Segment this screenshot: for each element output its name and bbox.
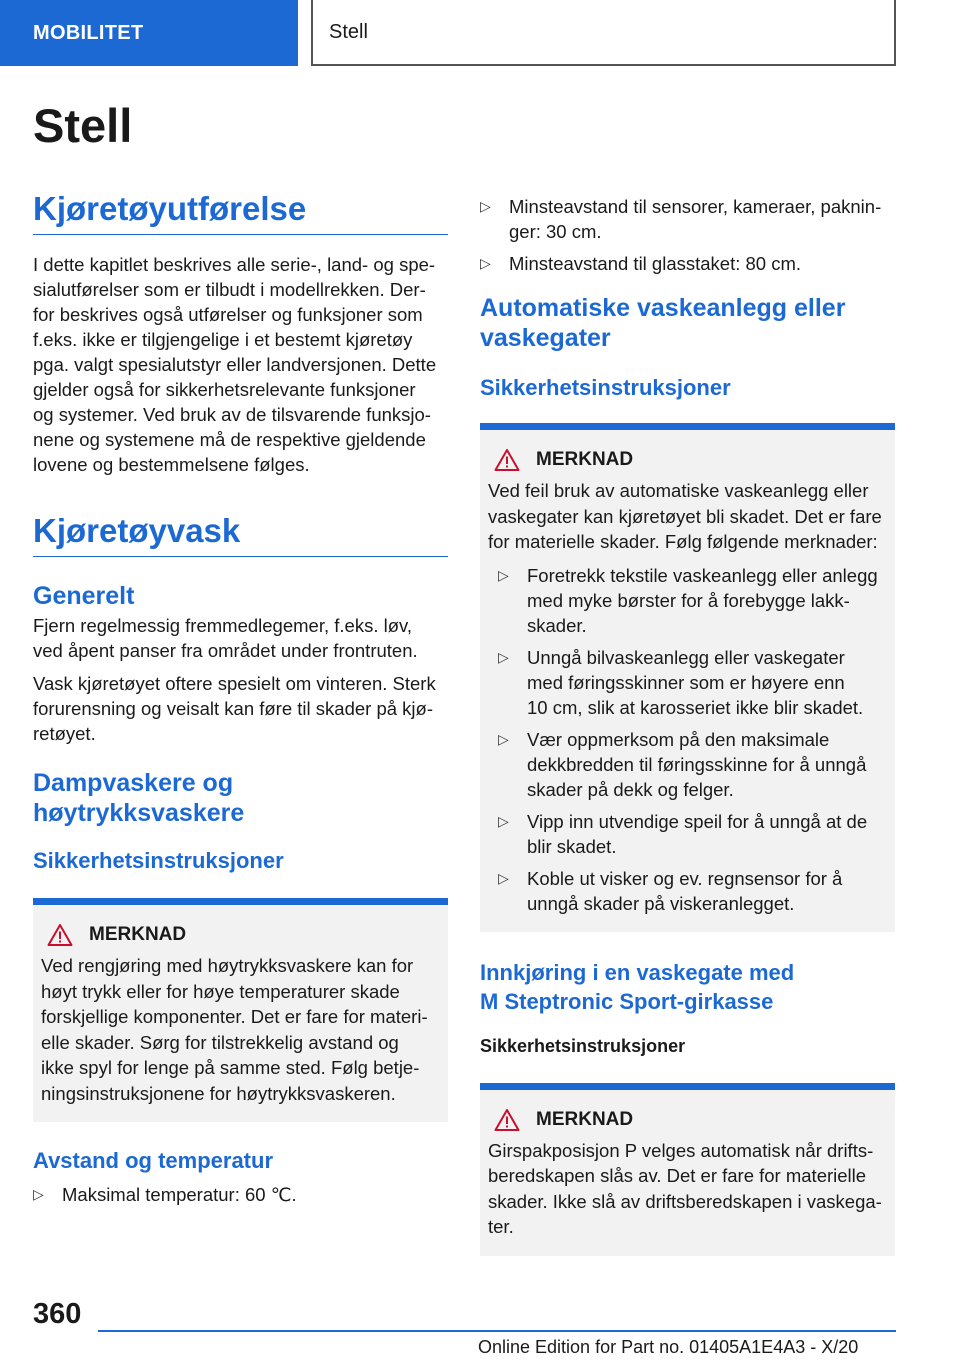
- bullet-triangle-icon: ▷: [33, 1186, 44, 1202]
- list-item: ▷ Foretrekk tekstile vaskeanlegg eller anlegg med myke børster for å forebygge lakk- skader.: [498, 564, 878, 636]
- vehicle-equipment-text: I dette kapitlet beskrives alle serie-, land- og spe- sialutførelser som er tilbudt i modellrekken. Der- for beskrives også utførelser og funksjoner som f.eks. ikke er tilgjengelige i et bestemt kjøretøy pga. valgt spesialutstyr eller landversjonen. Dette gjelder også for sikkerhetsrelevante funksjoner og systemer. Ved bruk av de tilsvarende funksjo- nene og systemene må de respektive gjeldende lovene og bestemmelsene følges.: [33, 254, 437, 475]
- heading-automatic-car-wash: Automatiske vaskeanlegg eller vaskegater: [480, 294, 846, 352]
- list-item: ▷ Koble ut visker og ev. regnsensor for å unngå skader på viskeranlegget.: [498, 867, 843, 914]
- notice-text: Ved rengjøring med høytrykksvaskere kan for høyt trykk eller for høye temperaturer skade forskjellige komponenter. Det er fare for materi- elle skader. Sørg for tilstrekkelig avstand og ikke spyl for lenge på samme sted. Følg betje- ningsinstruksjonene for høytrykksvaskeren.: [41, 955, 428, 1104]
- notice-box-car-wash: [480, 423, 895, 932]
- bullet-triangle-icon: ▷: [480, 255, 491, 271]
- heading-safety-instructions: Sikkerhetsinstruksjoner: [33, 848, 284, 873]
- notice-text: Girspakposisjon P velges automatisk når drifts- beredskapen slås av. Det er fare for materielle skader. Ikke slå av driftsberedskapen i vaskega- ter.: [488, 1139, 882, 1237]
- notice-list: [488, 563, 887, 916]
- page-number: 360: [33, 1298, 82, 1330]
- bullet-triangle-icon: ▷: [498, 812, 509, 829]
- heading-safety-instructions-small: Sikkerhetsinstruksjoner: [480, 1035, 686, 1056]
- heading-distance-temperature: Avstand og temperatur: [33, 1148, 274, 1173]
- heading-general: Generelt: [33, 582, 135, 610]
- notice-header: [488, 448, 887, 472]
- bullet-triangle-icon: ▷: [498, 730, 509, 747]
- list-item: ▷ Minsteavstand til glasstaket: 80 cm.: [480, 253, 802, 274]
- notice-box-high-pressure: [33, 898, 448, 1122]
- header-page-title-text: Stell: [329, 20, 368, 43]
- section-heading-vehicle-wash: Kjøretøyvask: [33, 512, 448, 557]
- heading-safety-instructions: Sikkerhetsinstruksjoner: [480, 375, 731, 400]
- notice-title: MERKNAD: [536, 449, 634, 470]
- heading-drive-in-car-wash: Innkjøring i en vaskegate med M Steptronic Sport-girkasse: [480, 959, 795, 1014]
- bullet-triangle-icon: ▷: [480, 198, 491, 214]
- notice-header: [488, 1108, 887, 1132]
- warning-triangle-icon: [494, 1108, 520, 1132]
- list-item: ▷ Vær oppmerksom på den maksimale dekkbredden til føringsskinne for å unngå skader på dekk og felger.: [498, 728, 867, 800]
- notice-title: MERKNAD: [89, 924, 187, 945]
- right-column: [480, 190, 895, 1256]
- distance-list: [33, 1182, 448, 1207]
- left-column: [33, 190, 448, 1214]
- notice-box-gear-park: [480, 1083, 895, 1256]
- warning-triangle-icon: [47, 923, 73, 947]
- footer-divider: [98, 1330, 896, 1332]
- header-page-title: [311, 0, 896, 66]
- footer-edition-text: Online Edition for Part no. 01405A1E4A3 - X/20: [478, 1337, 859, 1357]
- list-item: ▷ Minsteavstand til sensorer, kameraer, paknin- ger: 30 cm.: [480, 196, 882, 242]
- list-item: ▷ Unngå bilvaskeanlegg eller vaskegater med føringsskinner som er høyere enn 10 cm, slik at karosseriet ikke blir skadet.: [498, 646, 864, 718]
- notice-text: Ved feil bruk av automatiske vaskeanlegg eller vaskegater kan kjøretøyet bli skadet. Det er fare for materielle skader. Følg følgende merknader:: [488, 480, 882, 552]
- header-section-label: MOBILITET: [0, 0, 298, 66]
- page-title: Stell: [33, 99, 133, 152]
- section-heading-vehicle-equipment: Kjøretøyutførelse: [33, 190, 448, 235]
- warning-triangle-icon: [494, 448, 520, 472]
- general-text-1: Fjern regelmessig fremmedlegemer, f.eks. løv, ved åpent panser fra området under frontruten.: [33, 615, 418, 661]
- notice-header: [41, 923, 440, 947]
- heading-steam-cleaners: Dampvaskere og høytrykksvaskere: [33, 769, 245, 827]
- bullet-triangle-icon: ▷: [498, 648, 509, 665]
- distance-list-continued: [480, 194, 895, 276]
- bullet-triangle-icon: ▷: [498, 566, 509, 583]
- notice-title: MERKNAD: [536, 1108, 634, 1130]
- bullet-triangle-icon: ▷: [498, 869, 509, 886]
- list-item: ▷ Vipp inn utvendige speil for å unngå at de blir skadet.: [498, 810, 868, 857]
- general-text-2: Vask kjøretøyet oftere spesielt om vinteren. Sterk forurensning og veisalt kan føre til skader på kjø- retøyet.: [33, 673, 436, 744]
- list-item: ▷ Maksimal temperatur: 60 ℃.: [33, 1184, 297, 1205]
